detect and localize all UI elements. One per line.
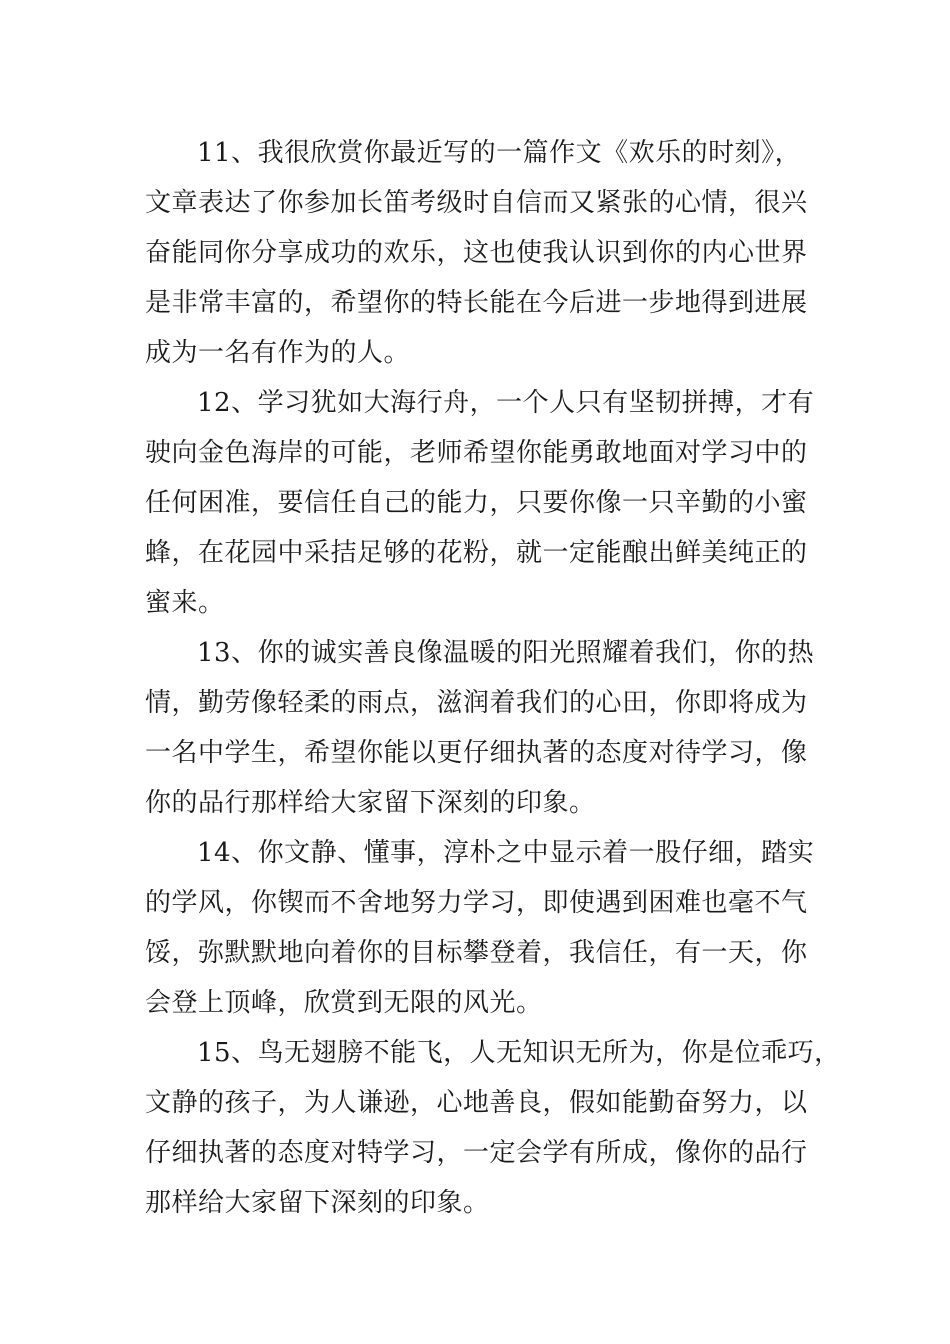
text-line: 12、学习犹如大海行舟，一个人只有坚韧拼搏，才有: [197, 388, 815, 418]
text-line: 14、你文静、懂事，淳朴之中显示着一股仔细，踏实: [197, 838, 815, 868]
text-line: 任何困准，要信任自己的能力，只要你像一只辛勤的小蜜: [145, 488, 808, 518]
text-line: 驶向金色海岸的可能，老师希望你能勇敢地面对学习中的: [145, 438, 808, 468]
text-line: 是非常丰富的，希望你的特长能在今后进一步地得到进展: [145, 288, 808, 318]
text-line: 蜜来。: [145, 588, 225, 618]
text-line: 13、你的诚实善良像温暖的阳光照耀着我们，你的热: [197, 638, 815, 668]
text-line: 情，勤劳像轻柔的雨点，滋润着我们的心田，你即将成为: [145, 688, 808, 718]
document-body: [145, 128, 841, 1228]
paragraph-11: [145, 128, 815, 378]
text-line: 那样给大家留下深刻的印象。: [145, 1188, 490, 1218]
text-line: 一名中学生，希望你能以更仔细执著的态度对待学习，像: [145, 738, 808, 768]
text-line: 馁，弥默默地向着你的目标攀登着，我信任，有一天，你: [145, 938, 808, 968]
text-line: 奋能同你分享成功的欢乐，这也使我认识到你的内心世界: [145, 238, 808, 268]
text-line: 文章表达了你参加长笛考级时自信而又紧张的心情，很兴: [145, 188, 808, 218]
paragraph-12: [145, 378, 815, 628]
text-line: 15、鸟无翅膀不能飞，人无知识无所为，你是位乖巧，: [197, 1038, 841, 1068]
text-line: 成为一名有作为的人。: [145, 338, 411, 368]
text-line: 蜂，在花园中采拮足够的花粉，就一定能酿出鲜美纯正的: [145, 538, 808, 568]
text-line: 11、我很欣赏你最近写的一篇作文《欢乐的时刻》，: [197, 138, 802, 168]
text-line: 文静的孩子，为人谦逊，心地善良，假如能勤奋努力，以: [145, 1088, 808, 1118]
paragraph-13: [145, 628, 815, 828]
paragraph-14: [145, 828, 815, 1028]
paragraph-15: [145, 1028, 841, 1228]
text-line: 仔细执著的态度对特学习，一定会学有所成，像你的品行: [145, 1138, 808, 1168]
text-line: 的学风，你锲而不舍地努力学习，即使遇到困难也毫不气: [145, 888, 808, 918]
text-line: 你的品行那样给大家留下深刻的印象。: [145, 788, 596, 818]
text-line: 会登上顶峰，欣赏到无限的风光。: [145, 988, 543, 1018]
